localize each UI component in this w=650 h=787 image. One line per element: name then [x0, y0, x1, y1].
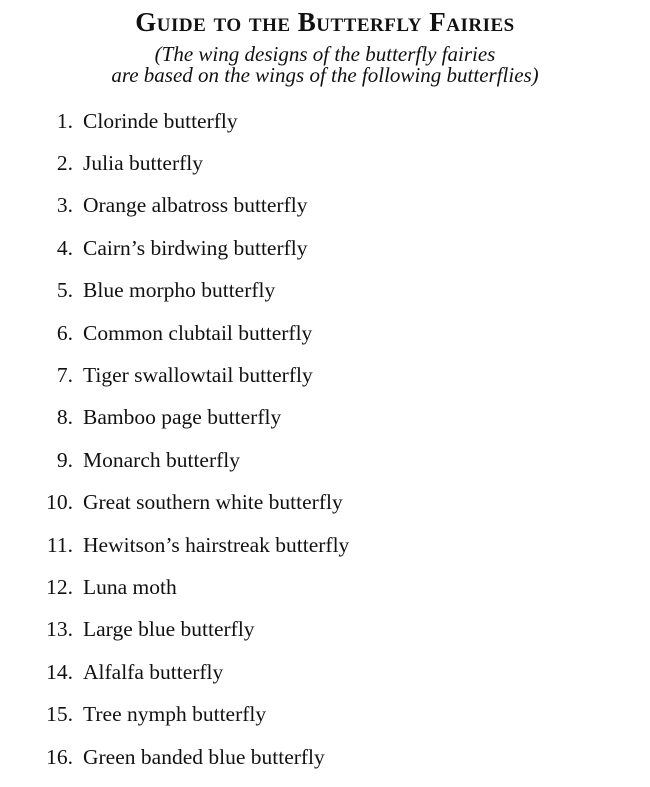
- list-item: [40, 617, 650, 659]
- list-item: [40, 109, 650, 151]
- list-item: [40, 236, 650, 278]
- list-item-label: Julia butterfly: [83, 151, 204, 176]
- list-item: [40, 660, 650, 702]
- list-item: [40, 193, 650, 235]
- list-item-label: Blue morpho butterfly: [83, 278, 276, 303]
- list-item-label: Monarch butterfly: [83, 447, 241, 472]
- list-item: [40, 533, 650, 575]
- list-item-number: 12.: [46, 574, 73, 599]
- list-item: [40, 151, 650, 193]
- list-item-number: 10.: [46, 490, 73, 515]
- list-item-number: 6.: [56, 320, 73, 345]
- subtitle-line-1: (The wing designs of the butterfly fairies: [154, 41, 496, 66]
- list-item-label: Common clubtail butterfly: [83, 320, 313, 345]
- list-item-label: Orange albatross butterfly: [83, 193, 308, 218]
- list-item-label: Great southern white butterfly: [83, 490, 343, 515]
- list-item: [40, 448, 650, 490]
- list-item-number: 14.: [46, 659, 73, 684]
- list-item-number: 15.: [46, 702, 73, 727]
- butterfly-list: [0, 109, 650, 787]
- list-item: [40, 363, 650, 405]
- list-item: [40, 575, 650, 617]
- list-item: [40, 745, 650, 787]
- list-item: [40, 278, 650, 320]
- list-item-number: 3.: [56, 193, 73, 218]
- list-item-label: Hewitson’s hairstreak butterfly: [83, 532, 350, 557]
- list-item-label: Large blue butterfly: [83, 617, 255, 642]
- list-item-number: 16.: [46, 744, 73, 769]
- list-item-label: Tree nymph butterfly: [83, 702, 267, 727]
- list-item-number: 5.: [56, 278, 73, 303]
- list-item-label: Tiger swallowtail butterfly: [83, 363, 313, 388]
- list-item-number: 7.: [56, 363, 73, 388]
- page-title: Guide to the Butterfly Fairies: [135, 7, 515, 37]
- list-item-label: Cairn’s birdwing butterfly: [83, 235, 308, 260]
- list-item-number: 9.: [56, 447, 73, 472]
- page-subtitle: [0, 41, 650, 88]
- list-item-number: 8.: [56, 405, 73, 430]
- list-item: [40, 702, 650, 744]
- list-item-number: 2.: [56, 151, 73, 176]
- list-item-number: 1.: [56, 108, 73, 133]
- list-item-number: 13.: [46, 617, 73, 642]
- list-item-number: 4.: [56, 235, 73, 260]
- list-item-label: Clorinde butterfly: [83, 108, 238, 133]
- list-item: [40, 490, 650, 532]
- list-item: [40, 321, 650, 363]
- subtitle-line-2: are based on the wings of the following butterflies): [111, 63, 539, 88]
- list-item: [40, 405, 650, 447]
- list-item-label: Luna moth: [83, 574, 177, 599]
- list-item-label: Bamboo page butterfly: [83, 405, 282, 430]
- list-item-number: 11.: [46, 532, 73, 557]
- list-item-label: Green banded blue butterfly: [83, 744, 325, 769]
- list-item-label: Alfalfa butterfly: [83, 659, 224, 684]
